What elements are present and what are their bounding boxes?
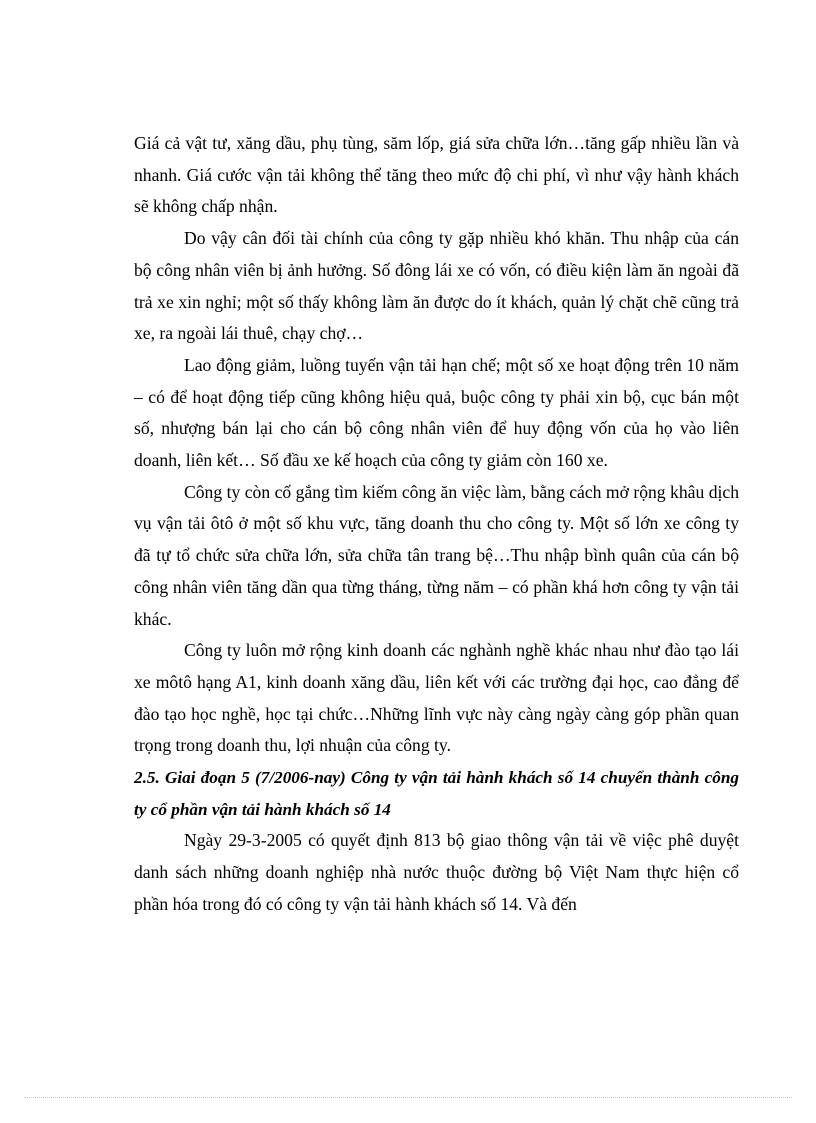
paragraph-material-costs: Giá cả vật tư, xăng dầu, phụ tùng, săm lốp, giá sửa chữa lớn…tăng gấp nhiều lần và nhanh. Giá cước vận tải không thể tăng theo mức độ chi phí, vì như vậy hành khách sẽ không chấp nhận.	[134, 133, 739, 217]
page-bottom-divider	[24, 1097, 792, 1098]
document-body	[134, 128, 739, 921]
paragraph-business-diversification: Công ty luôn mở rộng kinh doanh các nghành nghề khác nhau như đào tạo lái xe môtô hạng A1, kinh doanh xăng dầu, liên kết với các trường đại học, cao đẳng để đào tạo học nghề, học tại chức…Những lĩnh vực này càng ngày càng góp phần quan trọng trong doanh thu, lợi nhuận của công ty.	[134, 640, 739, 756]
paragraph-equitization: Ngày 29-3-2005 có quyết định 813 bộ giao thông vận tải về việc phê duyệt danh sách những doanh nghiệp nhà nước thuộc đường bộ Việt Nam thực hiện cổ phần hóa trong đó có công ty vận tải hành khách số 14. Và đến	[134, 830, 739, 914]
section-heading: 2.5. Giai đoạn 5 (7/2006-nay) Công ty vận tải hành khách số 14 chuyển thành công ty cổ phần vận tải hành khách số 14	[134, 768, 739, 819]
paragraph-labor-reduction: Lao động giảm, luồng tuyến vận tải hạn chế; một số xe hoạt động trên 10 năm – có để hoạt động tiếp cũng không hiệu quả, buộc công ty phải xin bộ, cục bán một số, nhượng bán lại cho cán bộ công nhân viên để huy động vốn của họ vào liên doanh, liên kết… Số đầu xe kế hoạch của công ty giảm còn 160 xe.	[134, 354, 739, 471]
paragraph-service-expansion: Công ty còn cố gắng tìm kiếm công ăn việc làm, bằng cách mở rộng khâu dịch vụ vận tải ôtô ở một số khu vực, tăng doanh thu cho công ty. Một số lớn xe công ty đã tự tổ chức sửa chữa lớn, sửa chữa tân trang bệ…Thu nhập bình quân của cán bộ công nhân viên tăng dần qua từng tháng, từng năm – có phần khá hơn công ty vận tải khác.	[134, 481, 739, 629]
paragraph-financial-difficulty: Do vậy cân đối tài chính của công ty gặp nhiều khó khăn. Thu nhập của cán bộ công nhân viên bị ảnh hưởng. Số đông lái xe có vốn, có điều kiện làm ăn ngoài đã trả xe xin nghỉ; một số thấy không làm ăn được do ít khách, quản lý chặt chẽ cũng trả xe, ra ngoài lái thuê, chạy chợ…	[134, 228, 739, 344]
